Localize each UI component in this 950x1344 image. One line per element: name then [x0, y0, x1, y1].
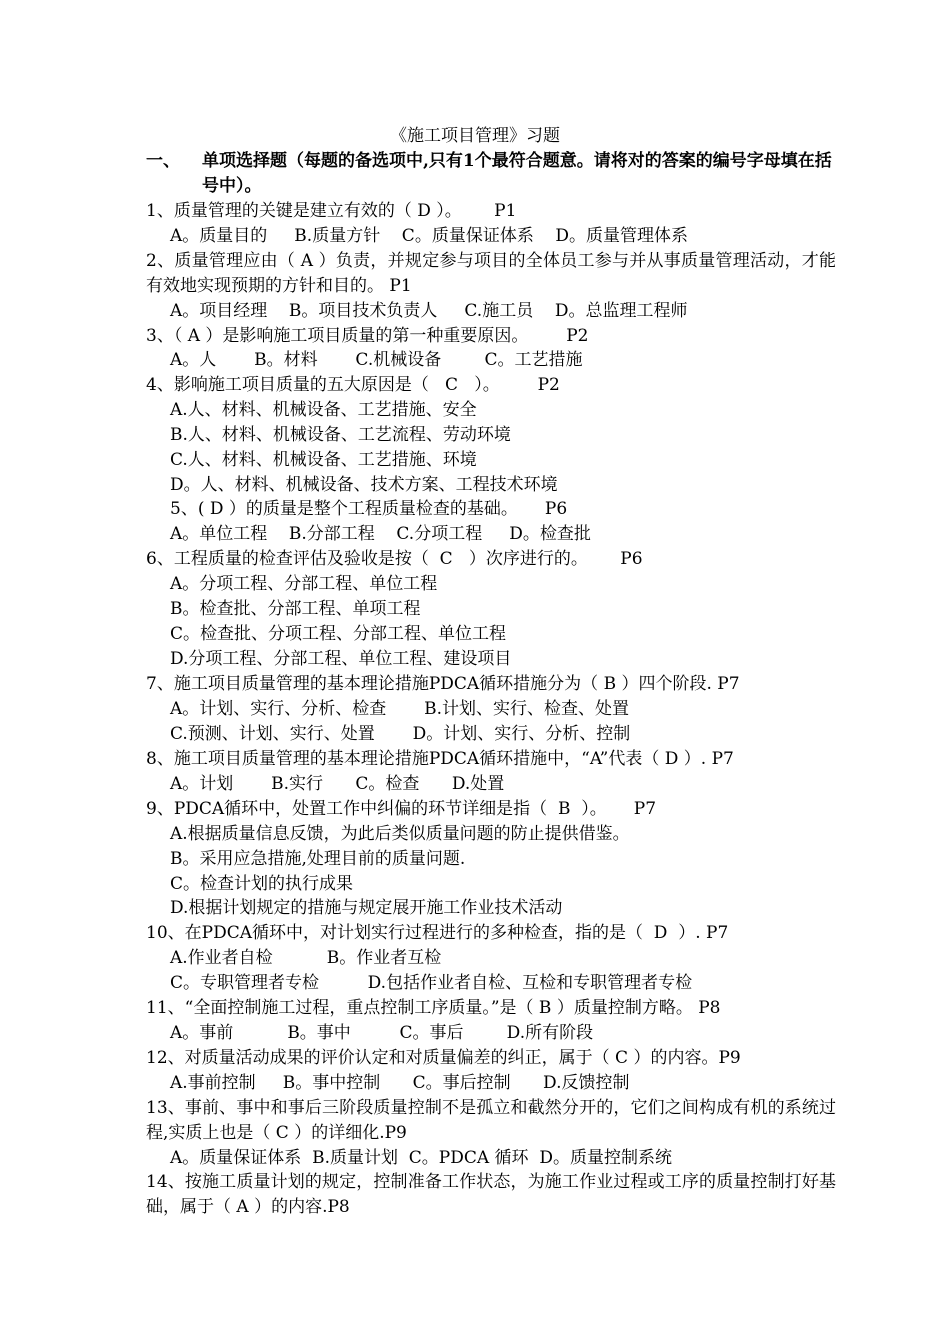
answer-options: A。计划、实行、分析、检查 B.计划、实行、检查、处置	[170, 699, 629, 719]
answer-options: 5、( D ）的质量是整个工程质量检查的基础。 P6	[170, 499, 568, 519]
question-text: 1、质量管理的关键是建立有效的（ D ）。 P1	[146, 201, 517, 221]
answer-options: C。检查计划的执行成果	[170, 874, 354, 894]
answer-options: A.作业者自检 B。作业者互检	[170, 948, 442, 968]
answer-options: C。检查批、分项工程、分部工程、单位工程	[170, 624, 507, 644]
question-text: 14、按施工质量计划的规定，控制准备工作状态，为施工作业过程或工序的质量控制打好基础，属于（ A ）的内容.P8	[146, 1172, 836, 1217]
answer-options: A。单位工程 B.分部工程 C.分项工程 D。检查批	[170, 524, 591, 544]
answer-options: C。专职管理者专检 D.包括作业者自检、互检和专职管理者专检	[170, 973, 693, 993]
answer-options: A。计划 B.实行 C。检查 D.处置	[170, 774, 505, 794]
answer-options: A。项目经理 B。项目技术负责人 C.施工员 D。总监理工程师	[170, 301, 688, 321]
answer-options: A。质量保证体系 B.质量计划 C。PDCA 循环 D。质量控制系统	[170, 1148, 672, 1168]
question-text: 9、PDCA循环中，处置工作中纠偏的环节详细是指（ B ）。 P7	[146, 799, 657, 819]
answer-options: B.人、材料、机械设备、工艺流程、劳动环境	[170, 425, 511, 445]
answer-options: C.人、材料、机械设备、工艺措施、环境	[170, 450, 477, 470]
question-text: 3、（ A ）是影响施工项目质量的第一种重要原因。 P2	[146, 326, 589, 346]
section-number: 一、	[146, 151, 180, 171]
answer-options: C.预测、计划、实行、处置 D。计划、实行、分析、控制	[170, 724, 631, 744]
document-title: 《施工项目管理》习题	[390, 126, 560, 146]
question-text: 6、工程质量的检查评估及验收是按（ C ）次序进行的。 P6	[146, 549, 643, 569]
section-text: 单项选择题（每题的备选项中,只有1个最符合题意。请将对的答案的编号字母填在括号中）。	[202, 151, 832, 196]
question-text: 13、事前、事中和事后三阶段质量控制不是孤立和截然分开的，它们之间构成有机的系统过程,实质上也是（ C ）的详细化.P9	[146, 1098, 836, 1143]
question-text: 10、在PDCA循环中，对计划实行过程进行的多种检查，指的是（ D ）. P7	[146, 923, 729, 943]
answer-options: A.人、材料、机械设备、工艺措施、安全	[170, 400, 477, 420]
answer-options: A.事前控制 B。事中控制 C。事后控制 D.反馈控制	[170, 1073, 630, 1093]
answer-options: D.分项工程、分部工程、单位工程、建设项目	[170, 649, 512, 669]
answer-options: B。检查批、分部工程、单项工程	[170, 599, 421, 619]
answer-options: A。质量目的 B.质量方针 C。质量保证体系 D。质量管理体系	[170, 226, 689, 246]
question-text: 8、施工项目质量管理的基本理论措施PDCA循环措施中，“A”代表（ D ）. P7	[146, 749, 734, 769]
answer-options: A。事前 B。事中 C。事后 D.所有阶段	[170, 1023, 594, 1043]
answer-options: A。人 B。材料 C.机械设备 C。工艺措施	[170, 350, 583, 370]
answer-options: A.根据质量信息反馈，为此后类似质量问题的防止提供借鉴。	[170, 824, 630, 844]
question-text: 7、施工项目质量管理的基本理论措施PDCA循环措施分为（ B ）四个阶段. P7	[146, 674, 740, 694]
question-text: 12、对质量活动成果的评价认定和对质量偏差的纠正，属于（ C ）的内容。P9	[146, 1048, 741, 1068]
question-text: 4、影响施工项目质量的五大原因是（ C ）。 P2	[146, 375, 560, 395]
question-text: 11、“全面控制施工过程，重点控制工序质量。”是（ B ）质量控制方略。 P8	[146, 998, 721, 1018]
answer-options: B。采用应急措施,处理目前的质量问题.	[170, 849, 466, 869]
question-text: 2、质量管理应由（ A ）负责，并规定参与项目的全体员工参与并从事质量管理活动，才能有效地实现预期的方针和目的。 P1	[146, 251, 836, 296]
answer-options: D.根据计划规定的措施与规定展开施工作业技术活动	[170, 898, 563, 918]
answer-options: A。分项工程、分部工程、单位工程	[170, 574, 438, 594]
answer-options: D。人、材料、机械设备、技术方案、工程技术环境	[170, 475, 558, 495]
